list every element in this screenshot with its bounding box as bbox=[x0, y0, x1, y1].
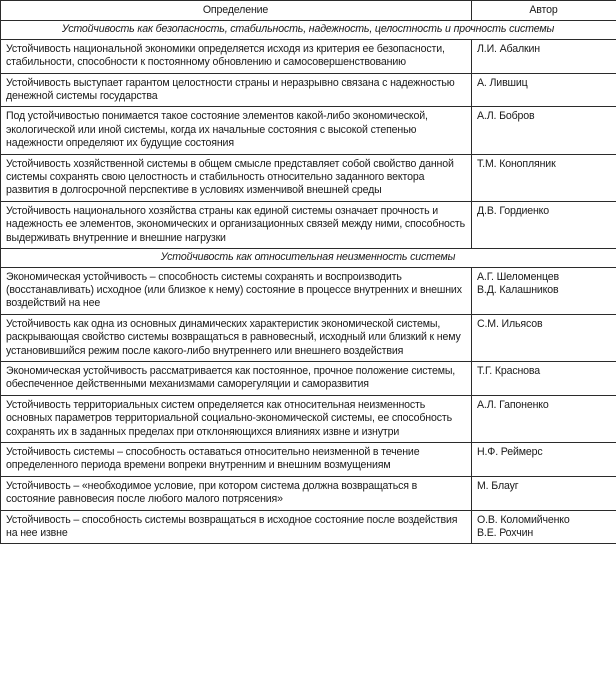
definition-cell: Под устойчивостью понимается такое состояние элементов какой-либо экономической, экологической или иной системы, когда их начальные состояния с высокой степенью надежности определяют их будущие состояния bbox=[1, 107, 472, 154]
table-row bbox=[1, 154, 616, 201]
author-name: О.В. Коломийченко bbox=[477, 513, 570, 526]
table-row bbox=[1, 267, 616, 314]
author-cell bbox=[472, 314, 616, 361]
definition-cell: Устойчивость системы – способность оставаться относительно неизменной в течение определенного периода времени вопреки внутренним и внешним возмущениям bbox=[1, 442, 472, 476]
definition-cell: Экономическая устойчивость рассматривается как постоянное, прочное положение системы, обеспеченное действенными механизмами саморегуляции и саморазвития bbox=[1, 361, 472, 395]
table-row bbox=[1, 361, 616, 395]
author-name: С.М. Ильясов bbox=[477, 317, 543, 330]
author-name: Т.М. Конопляник bbox=[477, 157, 556, 170]
author-cell bbox=[472, 510, 616, 544]
table-row bbox=[1, 201, 616, 248]
author-cell bbox=[472, 107, 616, 154]
section-title: Устойчивость как безопасность, стабильность, надежность, целостность и прочность системы bbox=[1, 21, 616, 39]
section-row bbox=[1, 21, 616, 39]
author-name: Д.В. Гордиенко bbox=[477, 204, 550, 217]
author-name: В.Е. Рохчин bbox=[477, 527, 534, 539]
author-name: А.Л. Бобров bbox=[477, 110, 535, 123]
author-cell bbox=[472, 39, 616, 73]
author-name: Л.И. Абалкин bbox=[477, 42, 540, 55]
author-name: Н.Ф. Реймерс bbox=[477, 445, 543, 458]
author-name: Т.Г. Краснова bbox=[477, 364, 541, 377]
table-row bbox=[1, 476, 616, 510]
header-author: Автор bbox=[472, 1, 616, 21]
table-row bbox=[1, 395, 616, 442]
definition-cell: Устойчивость выступает гарантом целостности страны и неразрывно связана с надежностью денежной системы государства bbox=[1, 73, 472, 107]
definition-cell: Устойчивость как одна из основных динамических характеристик экономической системы, раскрывающая свойство системы возвращаться в равновесный, исходный или близкий к нему установившийся режим после какого-либо внутреннего или внешнего воздействия bbox=[1, 314, 472, 361]
definition-cell: Устойчивость – «необходимое условие, при котором система должна возвращаться в состояние равновесия после любого малого потрясения» bbox=[1, 476, 472, 510]
definition-cell: Устойчивость – способность системы возвращаться в исходное состояние после воздействия на нее извне bbox=[1, 510, 472, 544]
author-cell bbox=[472, 476, 616, 510]
author-cell bbox=[472, 201, 616, 248]
author-cell bbox=[472, 73, 616, 107]
author-cell bbox=[472, 395, 616, 442]
table-row bbox=[1, 39, 616, 73]
table-row bbox=[1, 510, 616, 544]
section-title: Устойчивость как относительная неизменность системы bbox=[1, 249, 616, 267]
table-header-row bbox=[1, 1, 616, 21]
table-row bbox=[1, 314, 616, 361]
header-definition: Определение bbox=[1, 1, 472, 21]
table-row bbox=[1, 107, 616, 154]
table-row bbox=[1, 442, 616, 476]
author-name: А.Л. Гапоненко bbox=[477, 398, 549, 411]
author-cell bbox=[472, 267, 616, 314]
definition-cell: Устойчивость хозяйственной системы в общем смысле представляет собой свойство данной системы сохранять свою целостность и стабильность относительно заданного вектора развития в долгосрочной перспективе в условиях изменчивой внешней среды bbox=[1, 154, 472, 201]
author-name: В.Д. Калашников bbox=[477, 283, 559, 296]
table-row bbox=[1, 73, 616, 107]
definition-cell: Устойчивость территориальных систем определяется как относительная неизменность основных параметров территориальной социально-экономической системы, ее способность сохранять их в заданных пределах при отклоняющихся влияниях извне и изнутри bbox=[1, 395, 472, 442]
definition-cell: Устойчивость национальной экономики определяется исходя из критерия ее безопасности, стабильности, способности к постоянному обновлению и самосовершенствованию bbox=[1, 39, 472, 73]
definition-cell: Устойчивость национального хозяйства страны как единой системы означает прочность и надежность ее элементов, экономических и организационных связей между ними, способность выдерживать внутренние и внешние нагрузки bbox=[1, 201, 472, 248]
author-name: М. Блауг bbox=[477, 479, 519, 492]
author-cell bbox=[472, 442, 616, 476]
author-cell bbox=[472, 154, 616, 201]
definition-cell: Экономическая устойчивость – способность системы сохранять и воспроизводить (восстанавливать) исходное (или близкое к нему) состояние в процессе внутренних и внешних воздействий на нее bbox=[1, 267, 472, 314]
author-cell bbox=[472, 361, 616, 395]
author-name: А. Лившиц bbox=[477, 76, 528, 89]
section-row bbox=[1, 249, 616, 267]
author-name: А.Г. Шеломенцев bbox=[477, 270, 560, 283]
definitions-table-body bbox=[1, 1, 616, 544]
